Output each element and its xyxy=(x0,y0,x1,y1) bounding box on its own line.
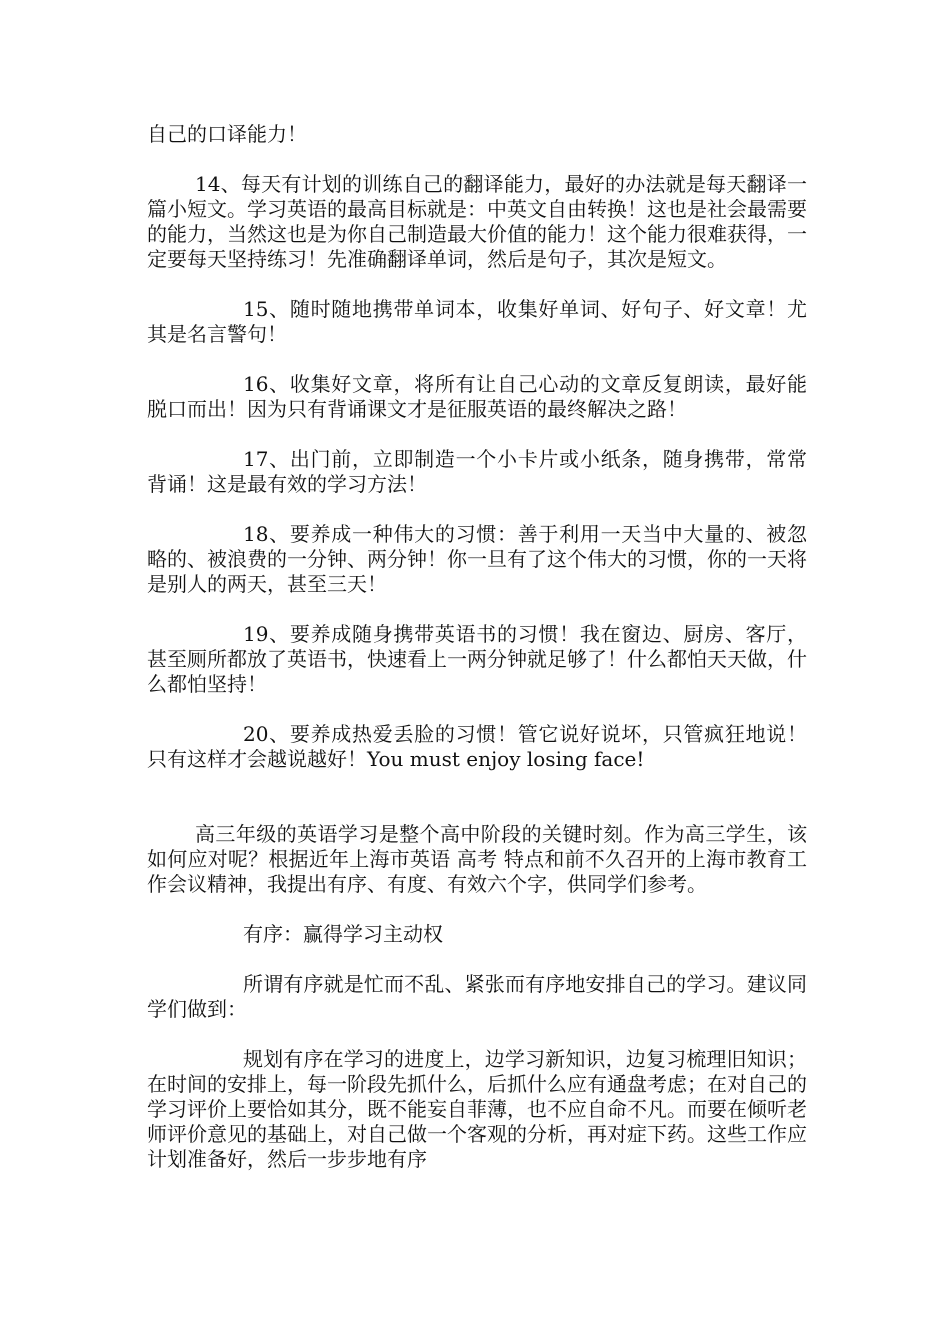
paragraph-tip-19: 19、要养成随身携带英语书的习惯！我在窗边、厨房、客厅，甚至厕所都放了英语书，快速看上一两分钟就足够了！什么都怕天天做，什么都怕坚持！ xyxy=(147,622,807,696)
paragraph-tip-15: 15、随时随地携带单词本，收集好单词、好句子、好文章！尤其是名言警句！ xyxy=(147,297,807,346)
paragraph-intro: 高三年级的英语学习是整个高中阶段的关键时刻。作为高三学生，该如何应对呢？根据近年上海市英语 高考 特点和前不久召开的上海市教育工作会议精神，我提出有序、有度、有效六个字，供同学们参考。 xyxy=(147,822,807,896)
paragraph-planning: 规划有序在学习的进度上，边学习新知识，边复习梳理旧知识；在时间的安排上，每一阶段先抓什么，后抓什么应有通盘考虑；在对自己的学习评价上要恰如其分，既不能妄自菲薄，也不应自命不凡。而要在倾听老师评价意见的基础上，对自己做一个客观的分析，再对症下药。这些工作应计划准备好，然后一步步地有序 xyxy=(147,1047,807,1171)
document-body xyxy=(147,122,807,1172)
paragraph-tip-17: 17、出门前，立即制造一个小卡片或小纸条，随身携带，常常背诵！这是最有效的学习方法！ xyxy=(147,447,807,496)
paragraph-tip-20: 20、要养成热爱丢脸的习惯！管它说好说坏，只管疯狂地说！只有这样才会越说越好！You must enjoy losing face! xyxy=(147,722,807,771)
paragraph-order-definition: 所谓有序就是忙而不乱、紧张而有序地安排自己的学习。建议同学们做到： xyxy=(147,972,807,1021)
paragraph-continuation: 自己的口译能力！ xyxy=(147,122,307,146)
paragraph-tip-18: 18、要养成一种伟大的习惯：善于利用一天当中大量的、被忽略的、被浪费的一分钟、两分钟！你一旦有了这个伟大的习惯，你的一天将是别人的两天，甚至三天！ xyxy=(147,522,807,596)
paragraph-tip-14: 14、每天有计划的训练自己的翻译能力，最好的办法就是每天翻译一篇小短文。学习英语的最高目标就是：中英文自由转换！这也是社会最需要的能力，当然这也是为你自己制造最大价值的能力！这个能力很难获得，一定要每天坚持练习！先准确翻译单词，然后是句子，其次是短文。 xyxy=(147,172,807,271)
paragraph-tip-16: 16、收集好文章，将所有让自己心动的文章反复朗读，最好能脱口而出！因为只有背诵课文才是征服英语的最终解决之路！ xyxy=(147,372,807,421)
section-heading-order: 有序：赢得学习主动权 xyxy=(243,922,443,946)
